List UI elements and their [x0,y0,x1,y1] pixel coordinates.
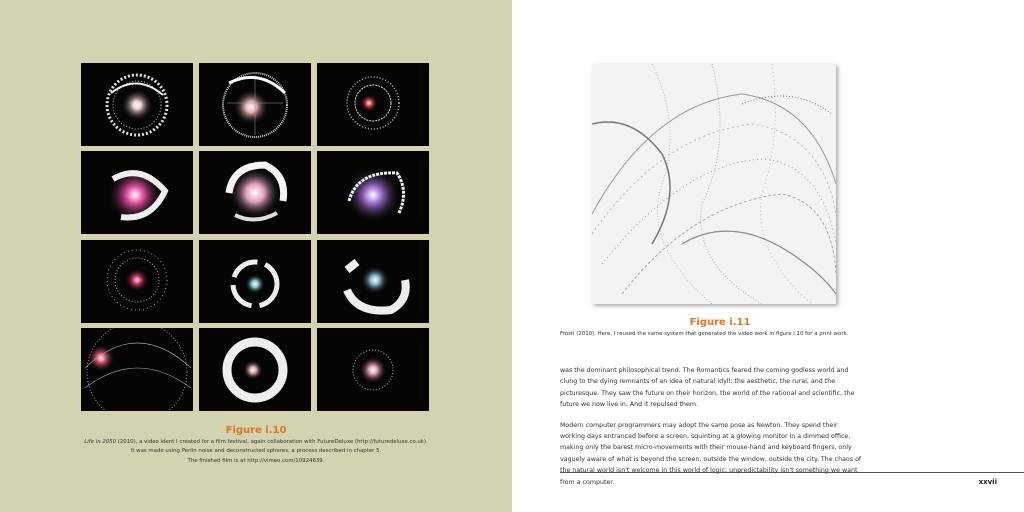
grid-image [81,328,193,411]
grid-image [317,151,429,234]
caption-line-1 [84,439,427,445]
caption-line-2: It was made using Perlin noise and deconstructed spheres, a process described in chapter 5. [130,448,382,455]
grid-image [199,151,311,234]
figure-i10-caption [60,425,452,466]
figure-label: Figure i.11 [689,317,751,328]
caption-text: Frosti (2010). Here, I reused the same system that generated the video work in figure i.10 for a print work. [560,331,849,337]
caption-text [60,438,452,466]
figure-i11-print-image [592,64,836,304]
figure-label: Figure i.10 [225,425,287,436]
figure-i10-image-grid [81,63,429,411]
body-text [560,365,862,497]
grid-image [81,63,193,146]
right-page [512,0,1024,512]
grid-image [81,240,193,323]
grid-image [317,328,429,411]
grid-image [317,240,429,323]
paragraph-2: Modern computer programmers may adopt the same pose as Newton. They spend their working days entranced before a screen, squinting at a glowing monitor in a dimmed office, making only the barest micro-movements with their mouse-hand and keyboard fingers, only vaguely aware of what is beyond the screen, outside the window, outside the city. The chaos of the natural world isn't welcome in this world of logic; unpredictability isn't something we want from a computer. [560,421,862,486]
caption-line-3: The finished film is at http://vimeo.com/10924639. [187,457,325,464]
grid-image [199,240,311,323]
caption-line-1-rest: (2010), a video ident I created for a film festival, again collaboration with FutureDeluxe (http://futuredeluxe.co.uk). [116,439,428,445]
page-number: xxvii [978,478,997,486]
footer-rule [560,472,1024,473]
paragraph-1: was the dominant philosophical trend. The Romantics feared the coming godless world and clung to the dying remnants of an idea of natural idyll: the aesthetic, the rural, and the picturesque. They saw the future on their horizon, the world of the rational and scientific, the future we now live in. And it repulsed them. [560,367,855,409]
grid-image [199,63,311,146]
caption-title-italic: Life in 2050 [84,439,117,445]
figure-i11-caption [560,317,880,339]
grid-image [199,328,311,411]
grid-image [317,63,429,146]
grid-image [81,151,193,234]
